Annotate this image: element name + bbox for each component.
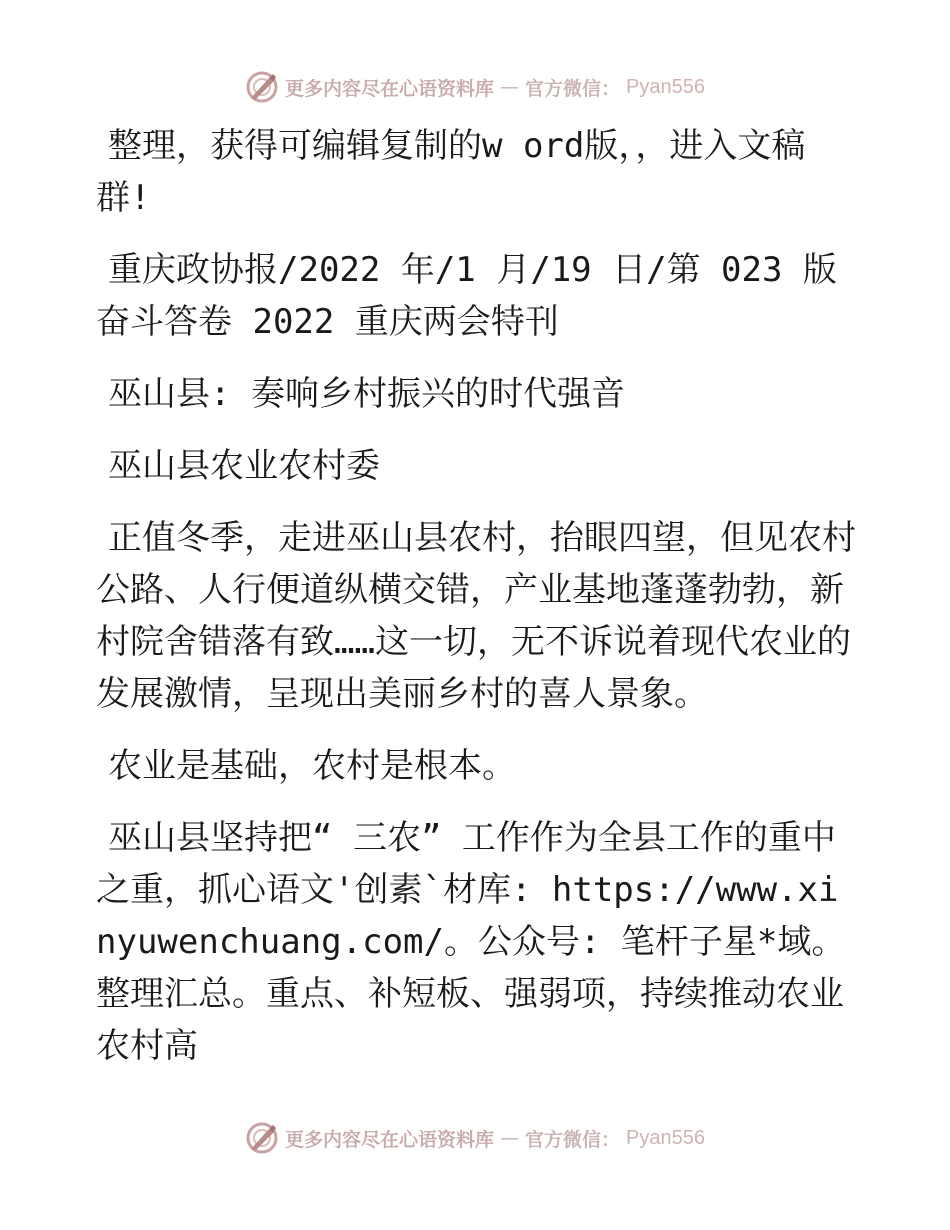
header-watermark bbox=[0, 70, 950, 104]
watermark-wechat-id: Pyan556 bbox=[626, 75, 705, 98]
watermark-wechat-id: Pyan556 bbox=[626, 1126, 705, 1149]
paragraph: 正值冬季，走进巫山县农村，抬眼四望，但见农村公路、人行便道纵横交错，产业基地蓬蓬勃勃，新村院舍错落有致……这一切，无不诉说着现代农业的发展激情，呈现出美丽乡村的喜人景象。 bbox=[96, 518, 856, 714]
pen-logo-icon bbox=[245, 70, 279, 104]
watermark-title: 更多内容尽在心语资料库 bbox=[285, 1128, 495, 1151]
article-author: 巫山县农业农村委 bbox=[108, 446, 380, 486]
paragraph: 重庆政协报/2022 年/1 月/19 日/第 023 版奋斗答卷 2022 重庆两会特刊 bbox=[96, 250, 837, 342]
paragraph: 巫山县坚持把“ 三农” 工作作为全县工作的重中之重，抓心语文'创素`材库: https://www.xinyuwenchuang.com/。公众号: 笔杆子星*域。整理汇总。重点、补短板、强弱项，持续推动农业农村高 bbox=[96, 818, 846, 1066]
pen-logo-icon bbox=[245, 1121, 279, 1155]
watermark-dash: — bbox=[500, 1127, 520, 1149]
paragraph: 整理，获得可编辑复制的w ord版，，进入文稿群! bbox=[96, 126, 806, 218]
watermark-title: 更多内容尽在心语资料库 bbox=[285, 77, 495, 100]
paragraph: 农业是基础，农村是根本。 bbox=[108, 746, 516, 786]
article-title: 巫山县: 奏响乡村振兴的时代强音 bbox=[108, 374, 625, 414]
watermark-wechat-label: 官方微信： bbox=[525, 1128, 621, 1151]
watermark-dash: — bbox=[500, 76, 520, 98]
footer-watermark bbox=[0, 1121, 950, 1155]
watermark-wechat-label: 官方微信： bbox=[525, 77, 621, 100]
document-body bbox=[96, 120, 856, 1092]
